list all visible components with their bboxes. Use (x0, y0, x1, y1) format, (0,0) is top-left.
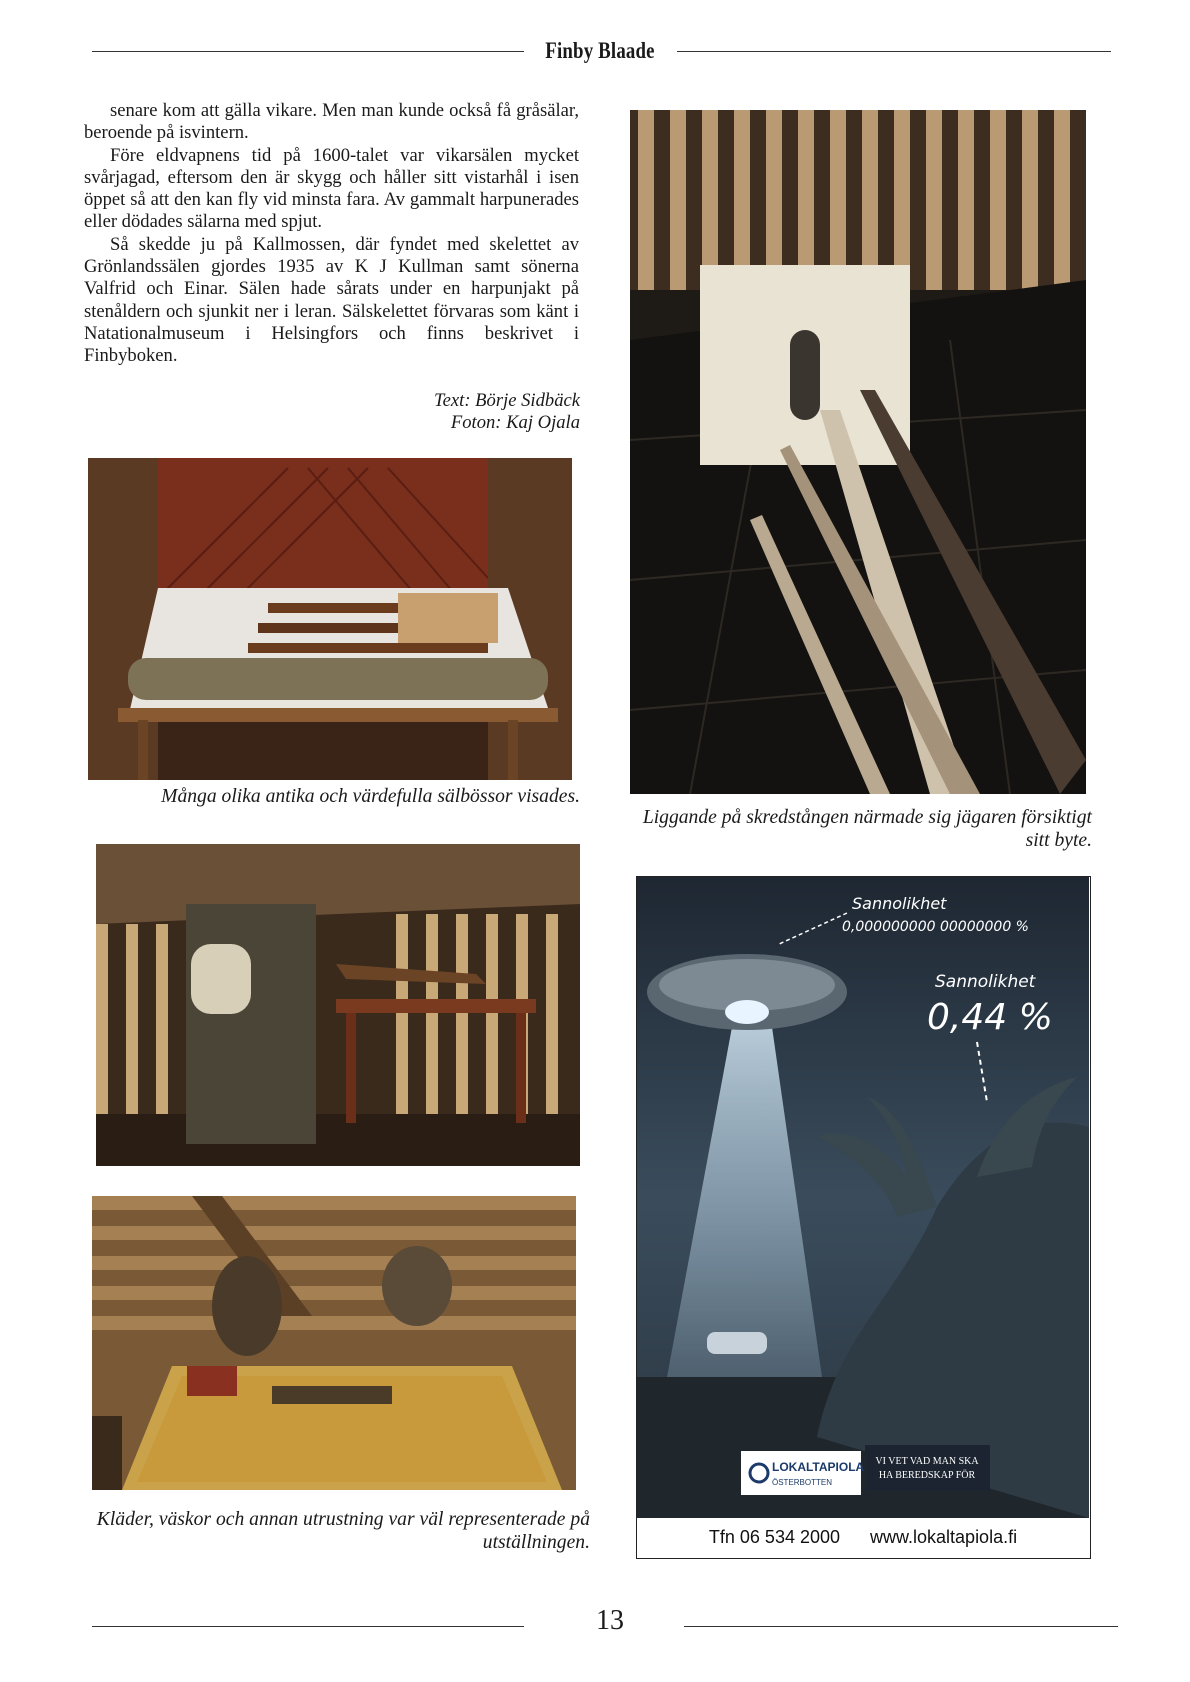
credit-text: Text: Börje Sidbäck (434, 390, 580, 411)
caption-rifles: Många olika antika och värdefulla sälbössor visades. (161, 786, 580, 807)
page-number: 13 (596, 1605, 624, 1636)
caption-clothes-text: Kläder, väskor och annan utrustning var väl representerade på utställningen. (96, 1509, 590, 1553)
article-credits (300, 390, 580, 435)
article-paragraph: Före eldvapnens tid på 1600-talet var vikarsälen mycket svårjagad, eftersom den är skygg och håller sitt vistarhål i isen öppet så att den kan fly vid minsta fara. Av gammalt harpunerades eller dödades sälarna med spjut. (84, 144, 579, 233)
ad-brand: LOKALTAPIOLA (772, 1460, 865, 1474)
ad-website[interactable]: www.lokaltapiola.fi (870, 1527, 1018, 1547)
ad-phone: Tfn 06 534 2000 (708, 1527, 841, 1547)
article-paragraph: Så skedde ju på Kallmossen, där fyndet med skelettet av Grönlandssälen gjordes 1935 av K J Kullman samt sönerna Valfrid och Einar. Sälen hade sårats under en harpunjakt på stenåldern och sjunkit ner i leran. Sälskelettet förvaras som känt i Natationalmuseum i Helsingfors och finns beskrivet i Finbyboken. (84, 233, 579, 367)
ad-label-mid: Sannolikhet (935, 972, 1036, 992)
ad-value-mid: 0,44 % (927, 997, 1053, 1038)
header-rule-left (92, 51, 524, 52)
advertisement (636, 876, 1091, 1559)
caption-sled: Liggande på skredstången närmade sig jägaren försiktigt sitt byte. (642, 807, 1092, 851)
ad-brand-sub: ÖSTERBOTTEN (772, 1478, 833, 1487)
ad-slogan-line2: HA BEREDSKAP FÖR (878, 1470, 976, 1481)
article-body (84, 100, 579, 368)
ad-slogan-line1: VI VET VAD MAN SKA (875, 1456, 979, 1467)
ad-value-top: 0,000000000 00000000 % (842, 919, 1029, 935)
ad-contact-bar (637, 1518, 1089, 1557)
credit-photo: Foton: Kaj Ojala (450, 412, 580, 434)
footer-rule-left (92, 1626, 524, 1627)
photo-clothes (96, 844, 580, 1166)
ad-image (637, 877, 1089, 1518)
article-paragraph: senare kom att gälla vikare. Men man kunde också få gråsälar, beroende på isvintern. (84, 100, 579, 144)
ad-label-top: Sannolikhet (852, 894, 947, 913)
photo-display-case (92, 1196, 576, 1490)
masthead-title: Finby Blaade (545, 38, 655, 63)
photo-rifles (88, 458, 572, 780)
caption-clothes (96, 1508, 590, 1554)
photo-sled (630, 110, 1086, 794)
footer-rule-right (684, 1626, 1118, 1627)
header-rule-right (677, 51, 1111, 52)
